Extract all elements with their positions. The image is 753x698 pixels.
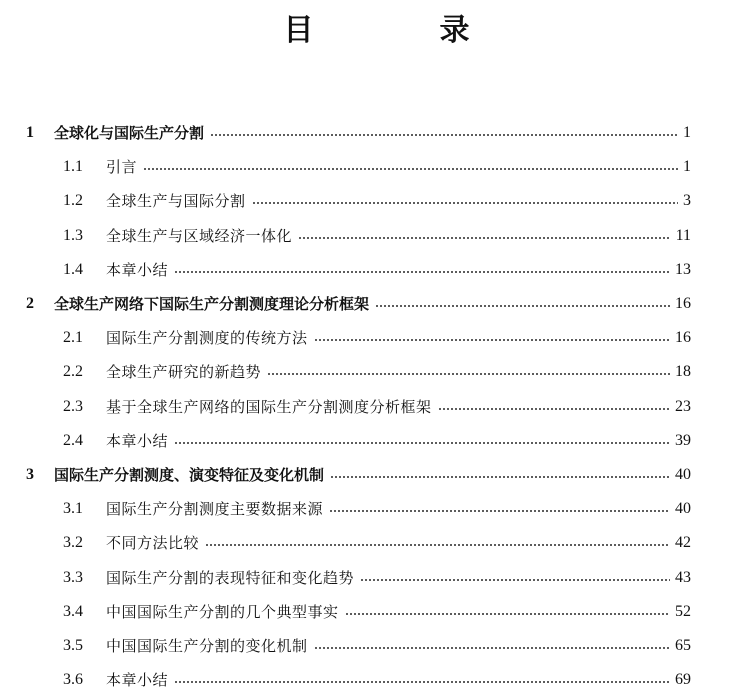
toc-entry-title: 中国国际生产分割的变化机制 — [106, 636, 308, 655]
toc-entry-number: 1.2 — [63, 192, 83, 210]
toc-entry-page-number: 3 — [683, 192, 691, 210]
toc-dot-leader-wrap — [174, 253, 670, 287]
toc-dot-leader — [438, 408, 670, 410]
toc-entry-title: 引言 — [106, 158, 138, 177]
toc-dot-leader — [314, 339, 670, 341]
toc-dot-leader-wrap — [174, 663, 670, 697]
toc-dot-leader — [252, 202, 678, 204]
toc-entry-page-number: 1 — [683, 158, 691, 176]
toc-entry-page-number: 40 — [675, 500, 691, 518]
toc-chapter-entry[interactable] — [0, 116, 753, 150]
toc-entry-number: 2.1 — [63, 329, 83, 347]
toc-dot-leader — [143, 168, 678, 170]
toc-section-entry[interactable] — [0, 663, 753, 697]
toc-entry-page-number: 52 — [675, 602, 691, 620]
toc-chapter-entry[interactable] — [0, 458, 753, 492]
toc-entry-page-number: 42 — [675, 534, 691, 552]
toc-dot-leader-wrap — [143, 150, 678, 184]
toc-entry-title: 本章小结 — [106, 671, 169, 690]
toc-dot-leader — [174, 442, 670, 444]
toc-dot-leader-wrap — [205, 526, 670, 560]
toc-dot-leader-wrap — [438, 390, 670, 424]
toc-section-entry[interactable] — [0, 253, 753, 287]
toc-dot-leader — [360, 579, 670, 581]
toc-dot-leader-wrap — [314, 321, 670, 355]
toc-entry-number: 3.5 — [63, 636, 83, 654]
toc-entry-title: 基于全球生产网络的国际生产分割测度分析框架 — [106, 397, 432, 416]
toc-entry-title: 本章小结 — [106, 431, 169, 450]
toc-entry-title: 全球生产与国际分割 — [106, 192, 246, 211]
toc-entry-title: 全球化与国际生产分割 — [54, 124, 205, 143]
toc-dot-leader — [174, 681, 670, 683]
toc-entry-page-number: 39 — [675, 431, 691, 449]
toc-dot-leader-wrap — [375, 287, 670, 321]
toc-dot-leader — [329, 510, 670, 512]
toc-dot-leader-wrap — [314, 629, 670, 663]
toc-entry-page-number: 43 — [675, 568, 691, 586]
toc-chapter-entry[interactable] — [0, 287, 753, 321]
toc-section-entry[interactable] — [0, 424, 753, 458]
toc-entry-page-number: 23 — [675, 397, 691, 415]
toc-entry-number: 3 — [26, 465, 34, 483]
toc-entry-title: 本章小结 — [106, 260, 169, 279]
toc-dot-leader-wrap — [329, 492, 670, 526]
toc-dot-leader-wrap — [252, 184, 678, 218]
toc-dot-leader — [330, 476, 670, 478]
toc-section-entry[interactable] — [0, 219, 753, 253]
toc-dot-leader-wrap — [267, 355, 670, 389]
toc-entry-page-number: 65 — [675, 636, 691, 654]
toc-section-entry[interactable] — [0, 526, 753, 560]
toc-entry-number: 3.6 — [63, 671, 83, 689]
toc-section-entry[interactable] — [0, 184, 753, 218]
toc-dot-leader — [267, 373, 670, 375]
toc-dot-leader — [298, 237, 671, 239]
toc-dot-leader-wrap — [345, 595, 670, 629]
toc-entry-number: 3.3 — [63, 568, 83, 586]
toc-entry-number: 1.1 — [63, 158, 83, 176]
toc-dot-leader-wrap — [298, 219, 671, 253]
toc-entry-title: 全球生产研究的新趋势 — [106, 363, 262, 382]
toc-entry-number: 2.4 — [63, 431, 83, 449]
toc-section-entry[interactable] — [0, 560, 753, 594]
toc-dot-leader — [210, 134, 678, 136]
toc-dot-leader-wrap — [360, 560, 670, 594]
toc-entry-page-number: 18 — [675, 363, 691, 381]
toc-entry-title: 国际生产分割测度主要数据来源 — [106, 500, 324, 519]
toc-list — [0, 116, 753, 697]
toc-dot-leader — [345, 613, 670, 615]
toc-entry-title: 全球生产与区域经济一体化 — [106, 226, 293, 245]
page-title: 目 录 — [283, 13, 518, 48]
toc-entry-title: 不同方法比较 — [106, 534, 200, 553]
toc-entry-number: 1.4 — [63, 260, 83, 278]
toc-entry-page-number: 13 — [675, 260, 691, 278]
toc-entry-number: 1 — [26, 124, 34, 142]
toc-entry-number: 2.2 — [63, 363, 83, 381]
toc-section-entry[interactable] — [0, 150, 753, 184]
toc-dot-leader-wrap — [210, 116, 678, 150]
toc-entry-number: 3.2 — [63, 534, 83, 552]
toc-entry-page-number: 40 — [675, 465, 691, 483]
toc-dot-leader — [375, 305, 670, 307]
toc-dot-leader — [205, 544, 670, 546]
toc-section-entry[interactable] — [0, 321, 753, 355]
toc-entry-number: 2.3 — [63, 397, 83, 415]
toc-section-entry[interactable] — [0, 629, 753, 663]
toc-entry-page-number: 1 — [683, 124, 691, 142]
toc-entry-number: 3.1 — [63, 500, 83, 518]
toc-dot-leader — [174, 271, 670, 273]
toc-section-entry[interactable] — [0, 390, 753, 424]
toc-entry-page-number: 11 — [675, 226, 691, 244]
toc-entry-number: 2 — [26, 295, 34, 313]
toc-section-entry[interactable] — [0, 595, 753, 629]
toc-section-entry[interactable] — [0, 355, 753, 389]
toc-dot-leader — [314, 647, 670, 649]
toc-entry-page-number: 16 — [675, 329, 691, 347]
toc-entry-title: 中国国际生产分割的几个典型事实 — [106, 602, 339, 621]
toc-entry-title: 全球生产网络下国际生产分割测度理论分析框架 — [54, 295, 370, 314]
toc-section-entry[interactable] — [0, 492, 753, 526]
toc-entry-page-number: 16 — [675, 295, 691, 313]
toc-entry-title: 国际生产分割测度、演变特征及变化机制 — [54, 465, 325, 484]
toc-entry-number: 1.3 — [63, 226, 83, 244]
toc-dot-leader-wrap — [330, 458, 670, 492]
toc-entry-number: 3.4 — [63, 602, 83, 620]
toc-entry-page-number: 69 — [675, 671, 691, 689]
toc-entry-title: 国际生产分割的表现特征和变化趋势 — [106, 568, 355, 587]
toc-dot-leader-wrap — [174, 424, 670, 458]
toc-entry-title: 国际生产分割测度的传统方法 — [106, 329, 308, 348]
